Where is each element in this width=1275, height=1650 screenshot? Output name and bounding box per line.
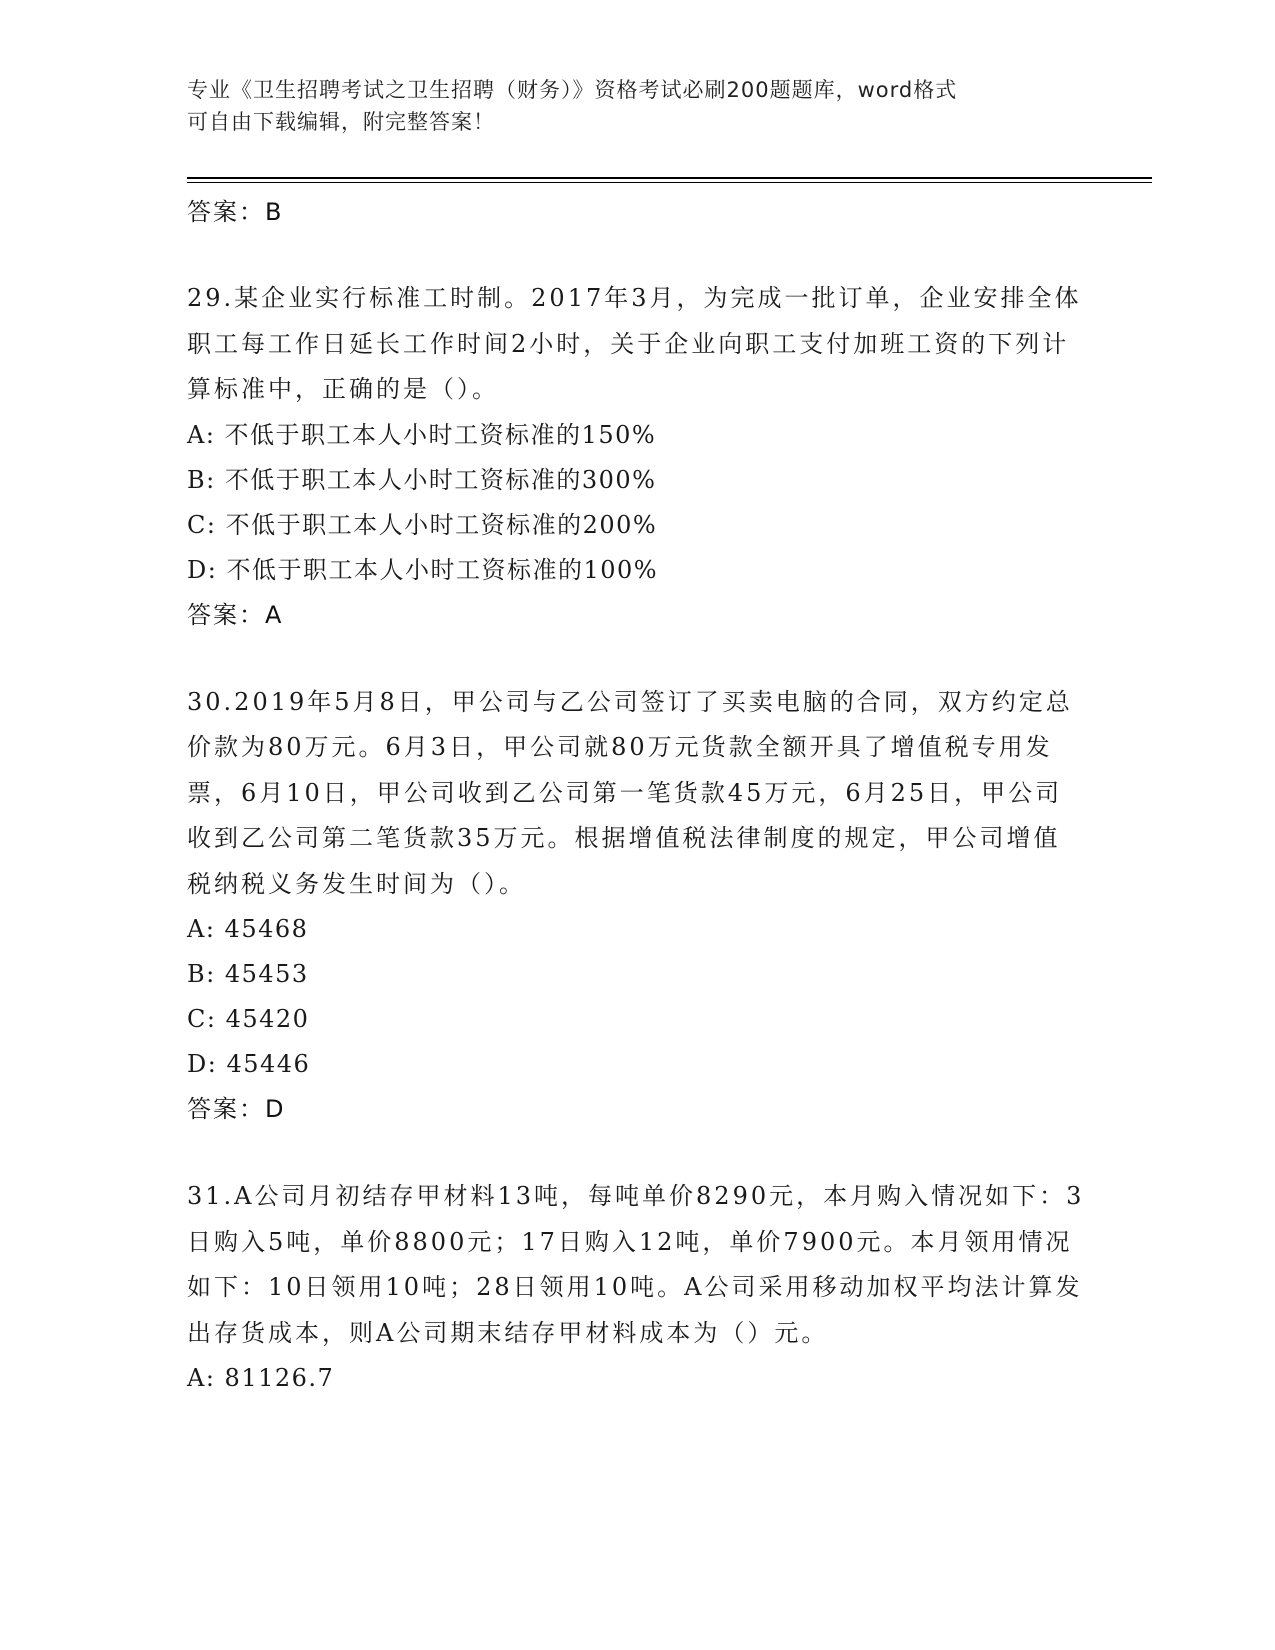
header-divider-thick bbox=[187, 177, 1152, 179]
header-line-2: 可自由下载编辑，附完整答案！ bbox=[187, 110, 495, 134]
header-divider-thin bbox=[187, 182, 1152, 183]
question-block-29 bbox=[187, 276, 1087, 638]
answer-line: 答案：B bbox=[187, 198, 284, 226]
question-block-31 bbox=[187, 1174, 1087, 1401]
option-a: A: 81126.7 bbox=[187, 1364, 335, 1392]
header-line-1: 专业《卫生招聘考试之卫生招聘（财务）》资格考试必刷200题题库，word格式 bbox=[187, 78, 958, 102]
option-a: A: 45468 bbox=[187, 915, 309, 943]
option-c: C: 45420 bbox=[187, 1005, 310, 1033]
option-b: B: 45453 bbox=[187, 960, 309, 988]
option-d: D: 不低于职工本人小时工资标准的100% bbox=[187, 555, 659, 584]
option-c: C: 不低于职工本人小时工资标准的200% bbox=[187, 510, 658, 539]
document-body bbox=[187, 190, 1087, 1401]
option-b: B: 不低于职工本人小时工资标准的300% bbox=[187, 465, 657, 494]
option-d: D: 45446 bbox=[187, 1050, 311, 1078]
document-header bbox=[187, 74, 1087, 138]
option-a: A: 不低于职工本人小时工资标准的150% bbox=[187, 420, 657, 449]
answer-line: 答案：A bbox=[187, 600, 284, 629]
answer-line: 答案：D bbox=[187, 1095, 286, 1123]
question-stem: 29.某企业实行标准工时制。2017年3月，为完成一批订单，企业安排全体职工每工作日延长工作时间2小时，关于企业向职工支付加班工资的下列计算标准中，正确的是（）。 bbox=[187, 284, 1082, 403]
question-stem: 30.2019年5月8日，甲公司与乙公司签订了买卖电脑的合同，双方约定总价款为80万元。6月3日，甲公司就80万元货款全额开具了增值税专用发票，6月10日，甲公司收到乙公司第一笔货款45万元，6月25日，甲公司收到乙公司第二笔货款35万元。根据增值税法律制度的规定，甲公司增值税纳税义务发生时间为（）。 bbox=[187, 687, 1073, 898]
question-block-30 bbox=[187, 680, 1087, 1133]
question-stem: 31.A公司月初结存甲材料13吨，每吨单价8290元，本月购入情况如下：3日购入5吨，单价8800元；17日购入12吨，单价7900元。本月领用情况如下：10日领用10吨；28日领用10吨。A公司采用移动加权平均法计算发出存货成本，则A公司期末结存甲材料成本为（）元。 bbox=[187, 1182, 1085, 1347]
